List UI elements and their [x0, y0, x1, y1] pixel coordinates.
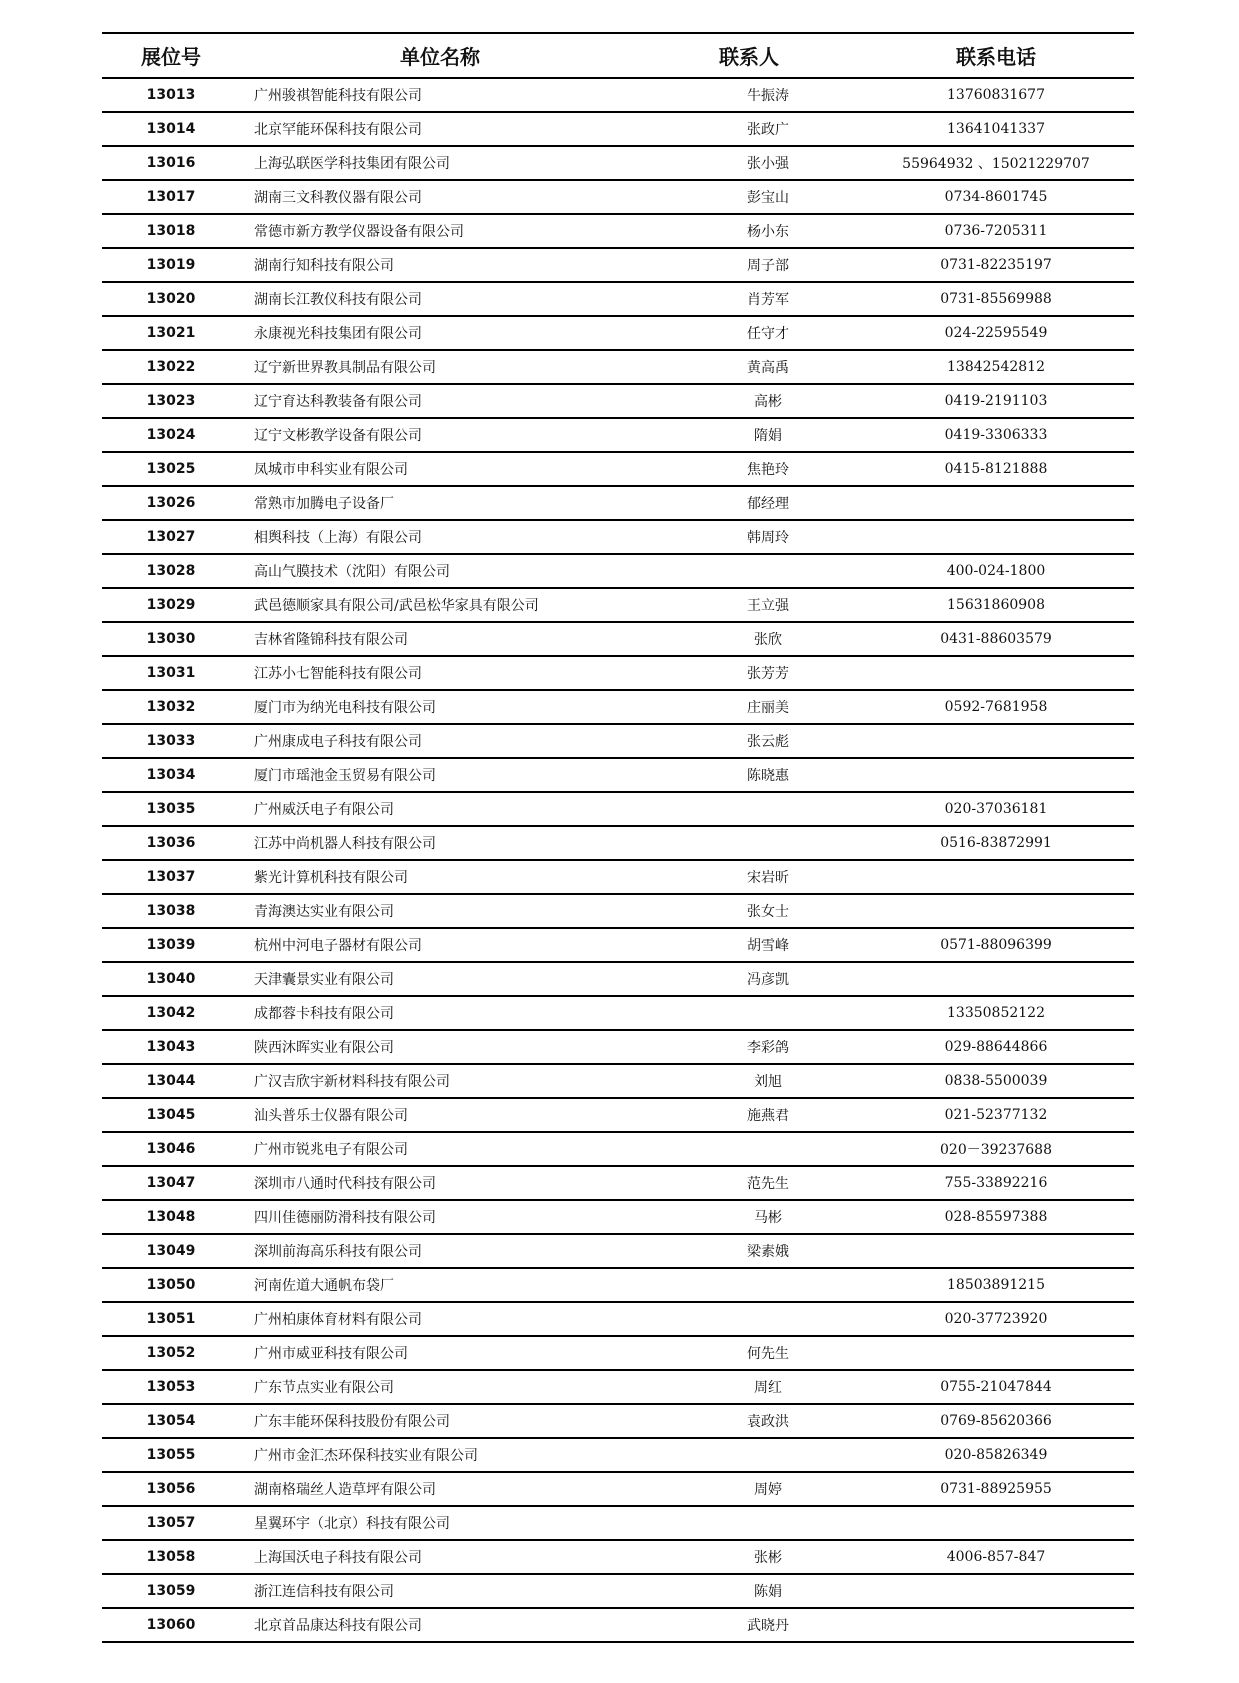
contact-phone-cell	[858, 486, 1134, 520]
company-name-cell: 高山气膜技术（沈阳）有限公司	[240, 554, 640, 588]
booth-number-cell: 13058	[102, 1540, 240, 1574]
booth-number-cell: 13048	[102, 1200, 240, 1234]
table-row	[102, 962, 1134, 996]
contact-person-cell: 张政广	[640, 112, 858, 146]
contact-person-cell: 范先生	[640, 1166, 858, 1200]
contact-person-cell: 黄高禹	[640, 350, 858, 384]
booth-number-cell: 13042	[102, 996, 240, 1030]
company-name-cell: 湖南长江教仪科技有限公司	[240, 282, 640, 316]
contact-phone-cell: 0415-8121888	[858, 452, 1134, 486]
contact-person-cell: 牛振涛	[640, 78, 858, 112]
contact-phone-cell: 15631860908	[858, 588, 1134, 622]
booth-number-cell: 13024	[102, 418, 240, 452]
contact-phone-cell: 0419-3306333	[858, 418, 1134, 452]
table-row	[102, 1268, 1134, 1302]
booth-number-cell: 13054	[102, 1404, 240, 1438]
contact-person-cell: 张云彪	[640, 724, 858, 758]
contact-person-cell: 李彩鸽	[640, 1030, 858, 1064]
booth-number-cell: 13039	[102, 928, 240, 962]
company-name-cell: 广州柏康体育材料有限公司	[240, 1302, 640, 1336]
company-name-cell: 星翼环宇（北京）科技有限公司	[240, 1506, 640, 1540]
table-row	[102, 724, 1134, 758]
contact-phone-cell: 0769-85620366	[858, 1404, 1134, 1438]
company-name-cell: 北京首品康达科技有限公司	[240, 1608, 640, 1642]
contact-phone-cell	[858, 656, 1134, 690]
booth-number-cell: 13014	[102, 112, 240, 146]
contact-person-cell: 郁经理	[640, 486, 858, 520]
contact-person-cell: 袁政洪	[640, 1404, 858, 1438]
booth-number-cell: 13050	[102, 1268, 240, 1302]
contact-person-cell: 张芳芳	[640, 656, 858, 690]
company-name-cell: 广州康成电子科技有限公司	[240, 724, 640, 758]
booth-number-cell: 13016	[102, 146, 240, 180]
table-row	[102, 622, 1134, 656]
contact-person-cell: 何先生	[640, 1336, 858, 1370]
contact-phone-cell: 13842542812	[858, 350, 1134, 384]
contact-phone-cell: 020－39237688	[858, 1132, 1134, 1166]
table-body	[102, 78, 1134, 1642]
company-name-cell: 广汉吉欣宇新材料科技有限公司	[240, 1064, 640, 1098]
contact-person-cell: 任守才	[640, 316, 858, 350]
contact-phone-cell: 0419-2191103	[858, 384, 1134, 418]
booth-number-cell: 13057	[102, 1506, 240, 1540]
table-row	[102, 1370, 1134, 1404]
contact-phone-cell: 0571-88096399	[858, 928, 1134, 962]
contact-person-cell: 周子部	[640, 248, 858, 282]
table-row	[102, 1506, 1134, 1540]
table-row	[102, 1404, 1134, 1438]
company-name-cell: 厦门市为纳光电科技有限公司	[240, 690, 640, 724]
table-row	[102, 1064, 1134, 1098]
contact-person-cell: 马彬	[640, 1200, 858, 1234]
company-name-cell: 常德市新方教学仪器设备有限公司	[240, 214, 640, 248]
table-row	[102, 180, 1134, 214]
table-row	[102, 1166, 1134, 1200]
contact-person-cell: 张彬	[640, 1540, 858, 1574]
company-name-cell: 天津囊景实业有限公司	[240, 962, 640, 996]
table-row	[102, 860, 1134, 894]
table-row	[102, 316, 1134, 350]
table-row	[102, 146, 1134, 180]
booth-number-cell: 13031	[102, 656, 240, 690]
booth-number-cell: 13022	[102, 350, 240, 384]
table-row	[102, 520, 1134, 554]
contact-person-cell	[640, 826, 858, 860]
header-contact-person: 联系人	[640, 33, 858, 78]
company-name-cell: 相舆科技（上海）有限公司	[240, 520, 640, 554]
table-row	[102, 248, 1134, 282]
booth-number-cell: 13025	[102, 452, 240, 486]
contact-person-cell	[640, 1302, 858, 1336]
table-row	[102, 282, 1134, 316]
contact-phone-cell: 0736-7205311	[858, 214, 1134, 248]
booth-number-cell: 13013	[102, 78, 240, 112]
booth-number-cell: 13034	[102, 758, 240, 792]
booth-number-cell: 13047	[102, 1166, 240, 1200]
company-name-cell: 辽宁育达科教装备有限公司	[240, 384, 640, 418]
contact-person-cell: 张欣	[640, 622, 858, 656]
booth-number-cell: 13046	[102, 1132, 240, 1166]
table-row	[102, 78, 1134, 112]
contact-person-cell: 彭宝山	[640, 180, 858, 214]
contact-phone-cell	[858, 1336, 1134, 1370]
contact-person-cell: 隋娟	[640, 418, 858, 452]
contact-phone-cell: 0516-83872991	[858, 826, 1134, 860]
table-row	[102, 554, 1134, 588]
table-row	[102, 588, 1134, 622]
contact-person-cell: 陈晓惠	[640, 758, 858, 792]
company-name-cell: 厦门市瑶池金玉贸易有限公司	[240, 758, 640, 792]
booth-number-cell: 13037	[102, 860, 240, 894]
booth-number-cell: 13029	[102, 588, 240, 622]
company-name-cell: 广州市金汇杰环保科技实业有限公司	[240, 1438, 640, 1472]
contact-phone-cell: 028-85597388	[858, 1200, 1134, 1234]
booth-number-cell: 13023	[102, 384, 240, 418]
contact-person-cell: 武晓丹	[640, 1608, 858, 1642]
table-row	[102, 1336, 1134, 1370]
contact-person-cell: 焦艳玲	[640, 452, 858, 486]
contact-phone-cell: 13641041337	[858, 112, 1134, 146]
company-name-cell: 广东丰能环保科技股份有限公司	[240, 1404, 640, 1438]
company-name-cell: 上海国沃电子科技有限公司	[240, 1540, 640, 1574]
table-row	[102, 1540, 1134, 1574]
contact-phone-cell	[858, 894, 1134, 928]
contact-phone-cell: 020-37723920	[858, 1302, 1134, 1336]
table-row	[102, 1030, 1134, 1064]
table-row	[102, 996, 1134, 1030]
contact-phone-cell: 0734-8601745	[858, 180, 1134, 214]
contact-phone-cell	[858, 758, 1134, 792]
booth-number-cell: 13017	[102, 180, 240, 214]
contact-person-cell: 周婷	[640, 1472, 858, 1506]
table-row	[102, 690, 1134, 724]
contact-phone-cell: 0592-7681958	[858, 690, 1134, 724]
table-row	[102, 1132, 1134, 1166]
company-name-cell: 湖南行知科技有限公司	[240, 248, 640, 282]
header-company-name: 单位名称	[240, 33, 640, 78]
company-name-cell: 紫光计算机科技有限公司	[240, 860, 640, 894]
table-header-row	[102, 33, 1134, 78]
contact-person-cell: 宋岩昕	[640, 860, 858, 894]
booth-number-cell: 13059	[102, 1574, 240, 1608]
contact-phone-cell	[858, 860, 1134, 894]
company-name-cell: 常熟市加腾电子设备厂	[240, 486, 640, 520]
contact-phone-cell: 18503891215	[858, 1268, 1134, 1302]
company-name-cell: 北京罕能环保科技有限公司	[240, 112, 640, 146]
company-name-cell: 深圳前海高乐科技有限公司	[240, 1234, 640, 1268]
booth-number-cell: 13045	[102, 1098, 240, 1132]
contact-phone-cell: 755-33892216	[858, 1166, 1134, 1200]
contact-person-cell: 梁素娥	[640, 1234, 858, 1268]
booth-number-cell: 13019	[102, 248, 240, 282]
table-row	[102, 112, 1134, 146]
contact-phone-cell: 0731-85569988	[858, 282, 1134, 316]
contact-phone-cell: 55964932 、15021229707	[858, 146, 1134, 180]
booth-number-cell: 13049	[102, 1234, 240, 1268]
booth-number-cell: 13044	[102, 1064, 240, 1098]
table-row	[102, 928, 1134, 962]
contact-phone-cell: 0731-82235197	[858, 248, 1134, 282]
contact-person-cell: 刘旭	[640, 1064, 858, 1098]
contact-phone-cell	[858, 1574, 1134, 1608]
contact-phone-cell: 029-88644866	[858, 1030, 1134, 1064]
contact-phone-cell: 13350852122	[858, 996, 1134, 1030]
company-name-cell: 江苏小七智能科技有限公司	[240, 656, 640, 690]
contact-phone-cell	[858, 1608, 1134, 1642]
contact-person-cell: 高彬	[640, 384, 858, 418]
company-name-cell: 浙江连信科技有限公司	[240, 1574, 640, 1608]
company-name-cell: 凤城市申科实业有限公司	[240, 452, 640, 486]
contact-person-cell: 韩周玲	[640, 520, 858, 554]
company-name-cell: 武邑德顺家具有限公司/武邑松华家具有限公司	[240, 588, 640, 622]
booth-number-cell: 13038	[102, 894, 240, 928]
company-name-cell: 深圳市八通时代科技有限公司	[240, 1166, 640, 1200]
table-row	[102, 894, 1134, 928]
booth-number-cell: 13026	[102, 486, 240, 520]
contact-phone-cell	[858, 1234, 1134, 1268]
contact-person-cell	[640, 1506, 858, 1540]
booth-number-cell: 13028	[102, 554, 240, 588]
exhibitor-table	[102, 32, 1134, 1643]
contact-person-cell: 王立强	[640, 588, 858, 622]
company-name-cell: 成都蓉卡科技有限公司	[240, 996, 640, 1030]
company-name-cell: 湖南三文科教仪器有限公司	[240, 180, 640, 214]
company-name-cell: 江苏中尚机器人科技有限公司	[240, 826, 640, 860]
table-row	[102, 1200, 1134, 1234]
company-name-cell: 广州骏祺智能科技有限公司	[240, 78, 640, 112]
booth-number-cell: 13052	[102, 1336, 240, 1370]
table-row	[102, 350, 1134, 384]
company-name-cell: 广州市威亚科技有限公司	[240, 1336, 640, 1370]
booth-number-cell: 13035	[102, 792, 240, 826]
table-row	[102, 1234, 1134, 1268]
contact-phone-cell: 020-85826349	[858, 1438, 1134, 1472]
booth-number-cell: 13043	[102, 1030, 240, 1064]
table-row	[102, 1472, 1134, 1506]
booth-number-cell: 13033	[102, 724, 240, 758]
contact-phone-cell: 400-024-1800	[858, 554, 1134, 588]
booth-number-cell: 13056	[102, 1472, 240, 1506]
company-name-cell: 广东节点实业有限公司	[240, 1370, 640, 1404]
booth-number-cell: 13036	[102, 826, 240, 860]
contact-phone-cell	[858, 1506, 1134, 1540]
contact-person-cell: 张小强	[640, 146, 858, 180]
company-name-cell: 河南佐道大通帆布袋厂	[240, 1268, 640, 1302]
contact-person-cell	[640, 1438, 858, 1472]
contact-phone-cell: 13760831677	[858, 78, 1134, 112]
contact-phone-cell: 0755-21047844	[858, 1370, 1134, 1404]
table-row	[102, 418, 1134, 452]
company-name-cell: 湖南格瑞丝人造草坪有限公司	[240, 1472, 640, 1506]
booth-number-cell: 13053	[102, 1370, 240, 1404]
contact-person-cell	[640, 1132, 858, 1166]
contact-phone-cell: 024-22595549	[858, 316, 1134, 350]
contact-phone-cell: 020-37036181	[858, 792, 1134, 826]
contact-phone-cell	[858, 962, 1134, 996]
header-booth-number: 展位号	[102, 33, 240, 78]
company-name-cell: 广州市锐兆电子有限公司	[240, 1132, 640, 1166]
contact-person-cell	[640, 1268, 858, 1302]
booth-number-cell: 13040	[102, 962, 240, 996]
table-row	[102, 1438, 1134, 1472]
company-name-cell: 辽宁文彬教学设备有限公司	[240, 418, 640, 452]
contact-person-cell	[640, 554, 858, 588]
company-name-cell: 广州威沃电子有限公司	[240, 792, 640, 826]
booth-number-cell: 13020	[102, 282, 240, 316]
contact-person-cell: 胡雪峰	[640, 928, 858, 962]
header-contact-phone: 联系电话	[858, 33, 1134, 78]
contact-person-cell: 杨小东	[640, 214, 858, 248]
table-row	[102, 452, 1134, 486]
company-name-cell: 吉林省隆锦科技有限公司	[240, 622, 640, 656]
table-row	[102, 214, 1134, 248]
table-row	[102, 656, 1134, 690]
contact-person-cell	[640, 792, 858, 826]
booth-number-cell: 13021	[102, 316, 240, 350]
company-name-cell: 汕头普乐士仪器有限公司	[240, 1098, 640, 1132]
contact-person-cell: 冯彦凯	[640, 962, 858, 996]
contact-phone-cell: 0731-88925955	[858, 1472, 1134, 1506]
contact-person-cell	[640, 996, 858, 1030]
booth-number-cell: 13051	[102, 1302, 240, 1336]
booth-number-cell: 13032	[102, 690, 240, 724]
table-row	[102, 826, 1134, 860]
table-row	[102, 1098, 1134, 1132]
booth-number-cell: 13018	[102, 214, 240, 248]
company-name-cell: 辽宁新世界教具制品有限公司	[240, 350, 640, 384]
table-row	[102, 1302, 1134, 1336]
contact-person-cell: 施燕君	[640, 1098, 858, 1132]
table-row	[102, 792, 1134, 826]
table-row	[102, 1608, 1134, 1642]
company-name-cell: 永康视光科技集团有限公司	[240, 316, 640, 350]
company-name-cell: 上海弘联医学科技集团有限公司	[240, 146, 640, 180]
contact-person-cell: 肖芳军	[640, 282, 858, 316]
contact-person-cell: 周红	[640, 1370, 858, 1404]
company-name-cell: 青海澳达实业有限公司	[240, 894, 640, 928]
contact-phone-cell	[858, 724, 1134, 758]
booth-number-cell: 13060	[102, 1608, 240, 1642]
table-row	[102, 1574, 1134, 1608]
contact-person-cell: 庄丽美	[640, 690, 858, 724]
company-name-cell: 陕西沐晖实业有限公司	[240, 1030, 640, 1064]
table-row	[102, 486, 1134, 520]
contact-person-cell: 张女士	[640, 894, 858, 928]
company-name-cell: 杭州中河电子器材有限公司	[240, 928, 640, 962]
table-row	[102, 384, 1134, 418]
booth-number-cell: 13055	[102, 1438, 240, 1472]
booth-number-cell: 13027	[102, 520, 240, 554]
company-name-cell: 四川佳德丽防滑科技有限公司	[240, 1200, 640, 1234]
booth-number-cell: 13030	[102, 622, 240, 656]
contact-phone-cell: 4006-857-847	[858, 1540, 1134, 1574]
contact-person-cell: 陈娟	[640, 1574, 858, 1608]
contact-phone-cell: 0838-5500039	[858, 1064, 1134, 1098]
contact-phone-cell: 021-52377132	[858, 1098, 1134, 1132]
contact-phone-cell	[858, 520, 1134, 554]
table-row	[102, 758, 1134, 792]
contact-phone-cell: 0431-88603579	[858, 622, 1134, 656]
